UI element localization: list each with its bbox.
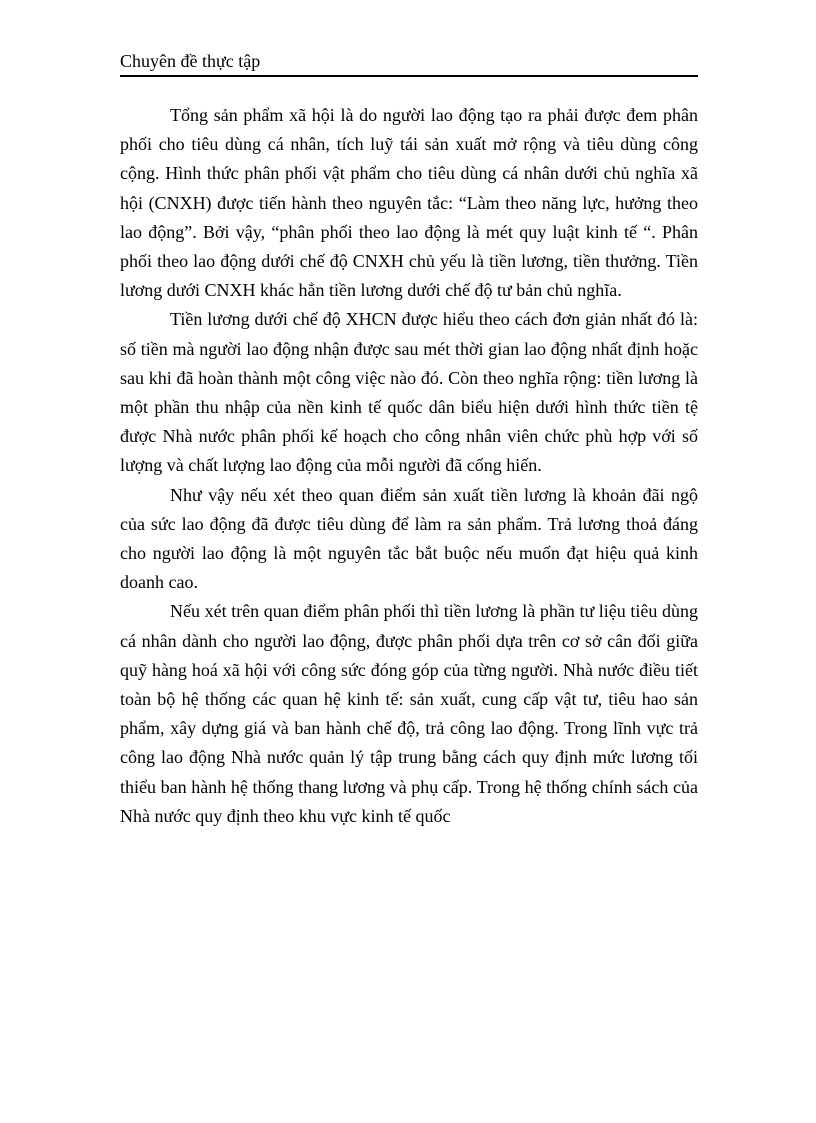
paragraph-4: Nếu xét trên quan điểm phân phối thì tiền lương là phần tư liệu tiêu dùng cá nhân dành cho người lao động, được phân phối dựa trên cơ sở cân đối giữa quỹ hàng hoá xã hội với công sức đóng góp của từng người. Nhà nước điều tiết toàn bộ hệ thống các quan hệ kinh tế: sản xuất, cung cấp vật tư, tiêu hao sản phẩm, xây dựng giá và ban hành chế độ, trả công lao động. Trong lĩnh vực trả công lao động Nhà nước quản lý tập trung bằng cách quy định mức lương tối thiểu ban hành hệ thống thang lương và phụ cấp. Trong hệ thống chính sách của Nhà nước quy định theo khu vực kinh tế quốc [120, 601, 698, 826]
page-header [120, 50, 698, 77]
paragraph-3: Như vậy nếu xét theo quan điểm sản xuất tiền lương là khoản đãi ngộ của sức lao động đã được tiêu dùng để làm ra sản phẩm. Trả lương thoả đáng cho người lao động là một nguyên tắc bắt buộc nếu muốn đạt hiệu quả kinh doanh cao. [120, 484, 698, 593]
document-body [120, 101, 698, 831]
page-header-title: Chuyên đề thực tập [120, 51, 261, 71]
paragraph-2: Tiền lương dưới chế độ XHCN được hiểu theo cách đơn giản nhất đó là: số tiền mà người lao động nhận được sau mét thời gian lao động nhất định hoặc sau khi đã hoàn thành một công việc nào đó. Còn theo nghĩa rộng: tiền lương là một phần thu nhập của nền kinh tế quốc dân biểu hiện dưới hình thức tiền tệ được Nhà nước phân phối kế hoạch cho công nhân viên chức phù hợp với số lượng và chất lượng lao động của mỗi người đã cống hiến. [120, 309, 698, 476]
paragraph-1: Tổng sản phẩm xã hội là do người lao động tạo ra phải được đem phân phối cho tiêu dùng cá nhân, tích luỹ tái sản xuất mở rộng và tiêu dùng công cộng. Hình thức phân phối vật phẩm cho tiêu dùng cá nhân dưới chủ nghĩa xã hội (CNXH) được tiến hành theo nguyên tắc: “Làm theo năng lực, hưởng theo lao động”. Bởi vậy, “phân phối theo lao động là mét quy luật kinh tế “. Phân phối theo lao động dưới chế độ CNXH chủ yếu là tiền lương, tiền thưởng. Tiền lương dưới CNXH khác hẳn tiền lương dưới chế độ tư bản chủ nghĩa. [120, 105, 698, 301]
